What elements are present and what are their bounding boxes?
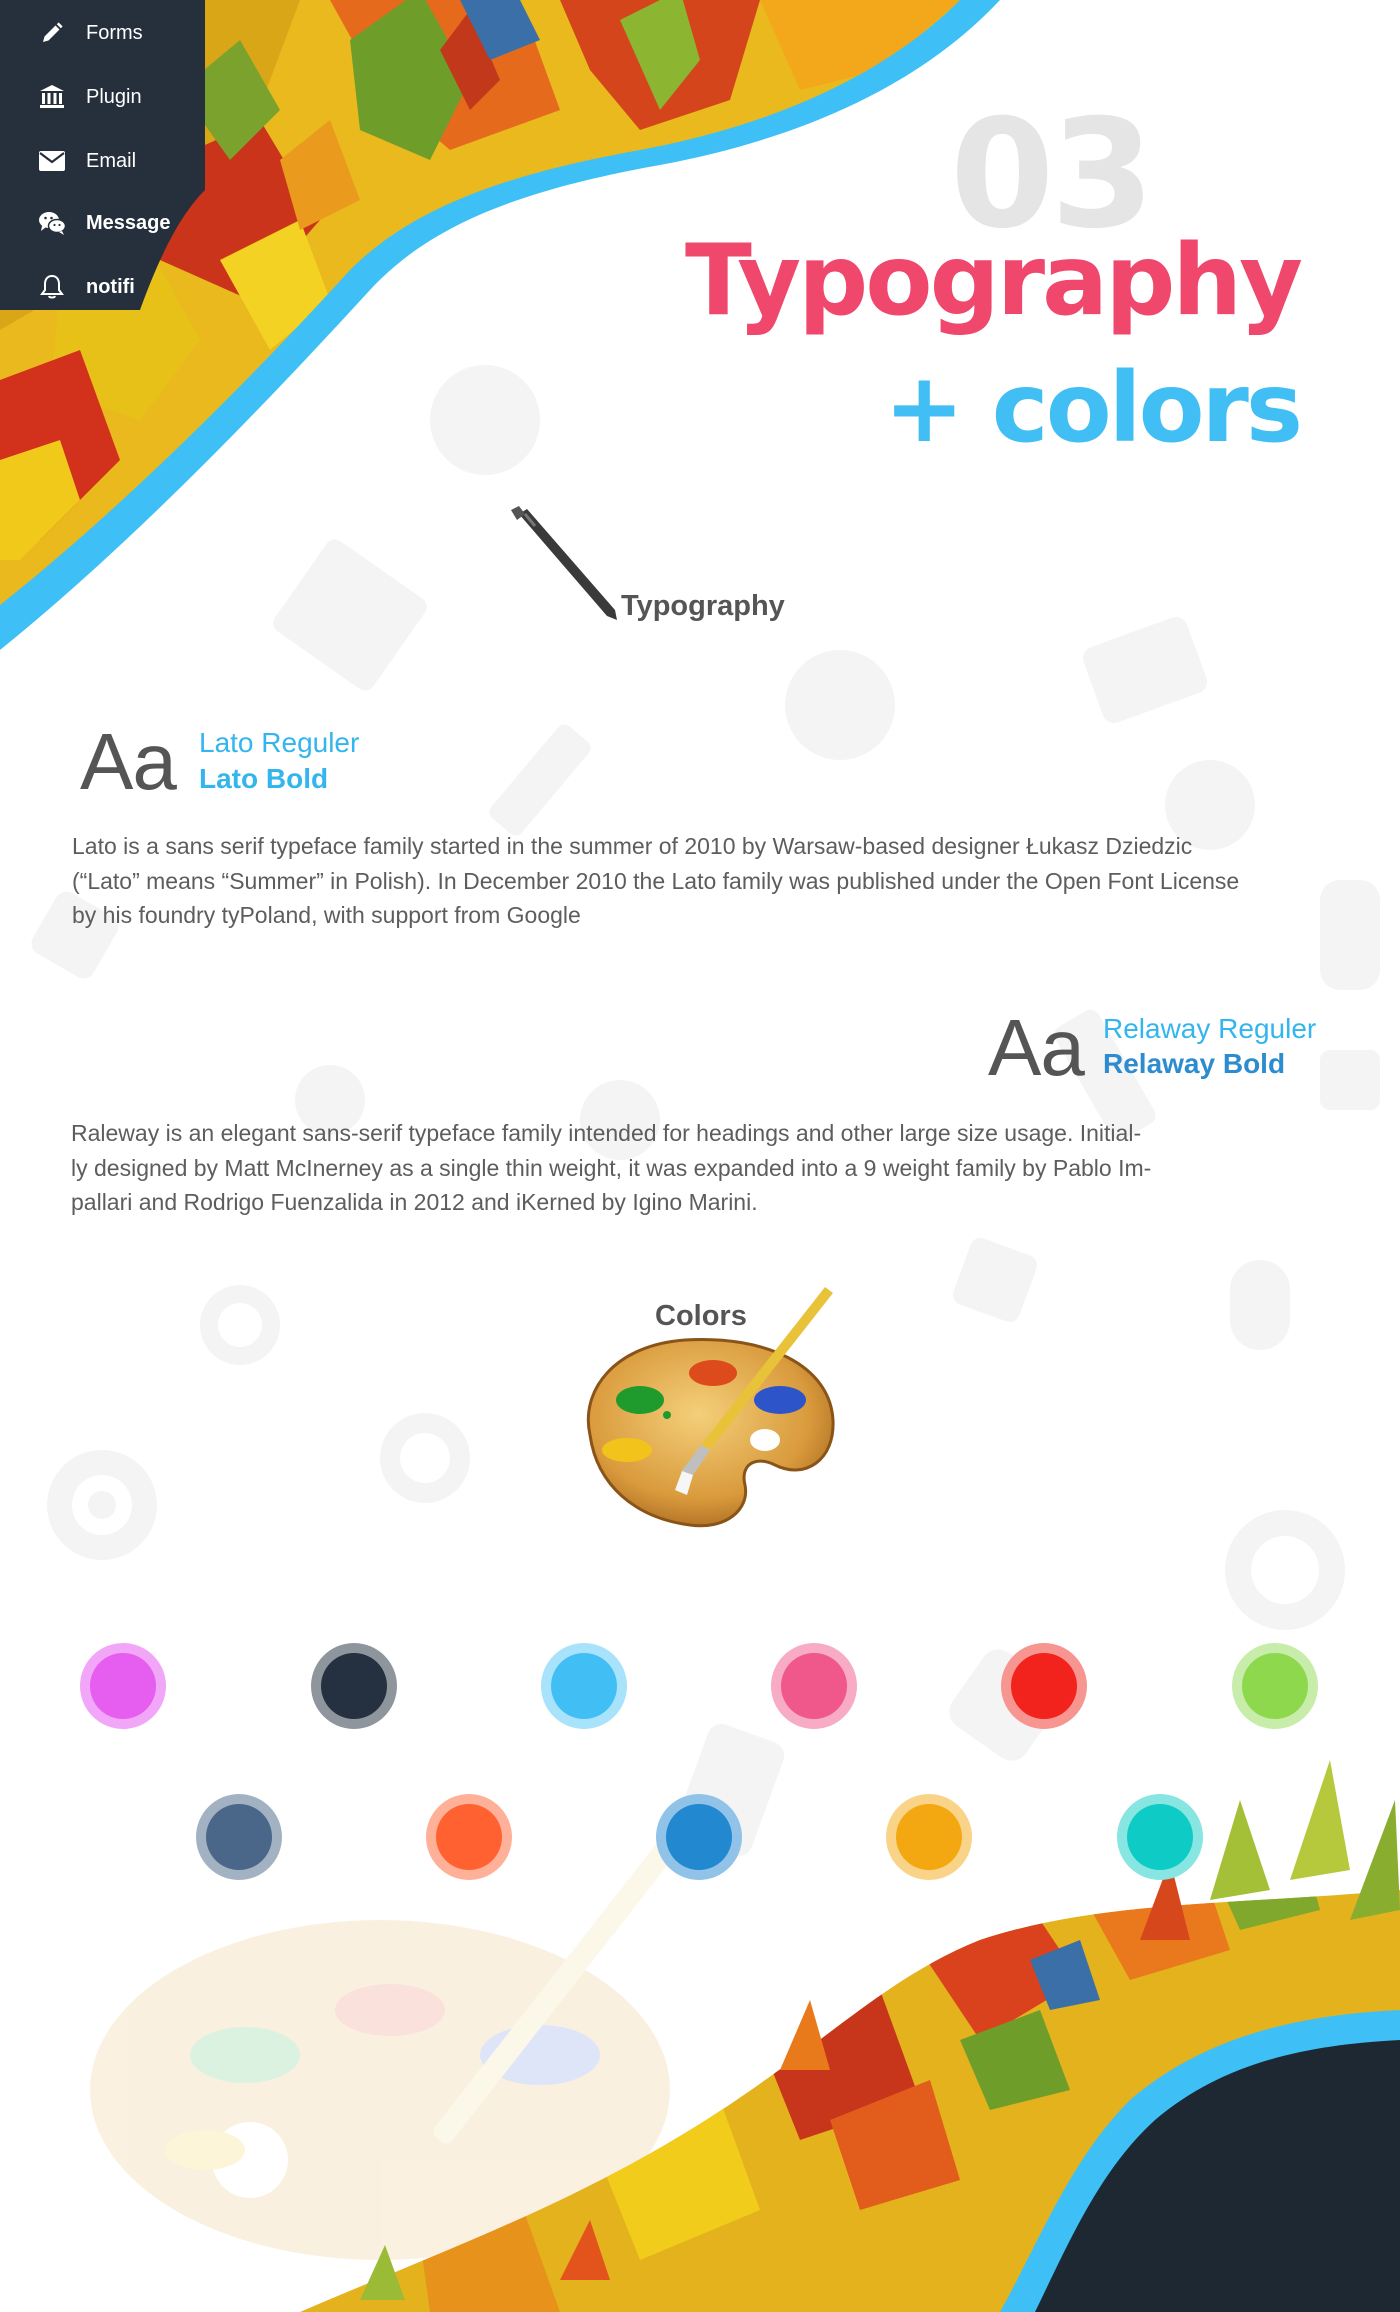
- pencil-icon: [38, 19, 66, 47]
- color-swatch-fill: [896, 1804, 962, 1870]
- lato-description-line: by his foundry tyPoland, with support from Google: [72, 902, 581, 928]
- color-swatch: [771, 1643, 857, 1729]
- lato-description-line: Lato is a sans serif typeface family started in the summer of 2010 by Warsaw-based designer Łukasz Dziedzic: [72, 833, 1193, 859]
- color-swatch-fill: [1242, 1653, 1308, 1719]
- color-swatch-fill: [206, 1804, 272, 1870]
- color-swatch-fill: [321, 1653, 387, 1719]
- sidebar-item-label: notifi: [86, 275, 135, 298]
- color-swatch-fill: [781, 1653, 847, 1719]
- color-swatch-fill: [90, 1653, 156, 1719]
- raleway-bold-label: Relaway Bold: [1103, 1048, 1286, 1079]
- raleway-description: [71, 1116, 1321, 1220]
- raleway-description-line: ly designed by Matt McInerney as a single thin weight, it was expanded into a 9 weight family by Pablo Im-: [71, 1154, 1152, 1181]
- color-swatch: [886, 1794, 972, 1880]
- color-swatch: [196, 1794, 282, 1880]
- bell-icon: [38, 273, 66, 301]
- sidebar-item-label: Email: [86, 149, 137, 172]
- color-swatch: [80, 1643, 166, 1729]
- typography-heading: Typography: [621, 590, 785, 622]
- raleway-description-line: Raleway is an elegant sans-serif typeface family intended for headings and other large size usage. Initial-: [71, 1120, 1142, 1146]
- lato-bold-label: Lato Bold: [199, 763, 329, 794]
- color-swatch-fill: [1127, 1804, 1193, 1870]
- page-title: Typography: [685, 224, 1300, 338]
- raleway-description-line: pallari and Rodrigo Fuenzalida in 2012 and iKerned by Igino Marini.: [71, 1189, 758, 1215]
- sidebar-item-plugin[interactable]: [38, 82, 142, 112]
- sidebar-item-label: Message: [86, 211, 171, 234]
- color-swatch-fill: [1011, 1653, 1077, 1719]
- sidebar-item-label: Plugin: [86, 85, 142, 108]
- raleway-sample-glyph: Aa: [988, 1003, 1084, 1092]
- pen-icon: [505, 506, 621, 622]
- color-swatch: [1117, 1794, 1203, 1880]
- color-swatch: [1001, 1643, 1087, 1729]
- paint-palette-icon: [575, 1285, 840, 1535]
- color-swatch: [311, 1643, 397, 1729]
- sidebar-item-forms[interactable]: [38, 18, 143, 48]
- colors-heading: Colors: [655, 1300, 747, 1332]
- sidebar-item-notifications[interactable]: [38, 272, 135, 302]
- lato-description: [72, 829, 1322, 933]
- color-swatch: [541, 1643, 627, 1729]
- color-swatch: [1232, 1643, 1318, 1729]
- sidebar-item-message[interactable]: [38, 208, 171, 238]
- envelope-icon: [38, 147, 66, 175]
- bank-icon: [38, 83, 66, 111]
- section-number: 03: [950, 88, 1151, 262]
- sidebar-item-label: Forms: [86, 21, 143, 44]
- lato-sample-glyph: Aa: [80, 717, 176, 806]
- color-swatch-fill: [436, 1804, 502, 1870]
- raleway-regular-label: Relaway Reguler: [1103, 1013, 1317, 1044]
- lato-regular-label: Lato Reguler: [199, 727, 360, 758]
- sidebar-menu: [0, 0, 205, 310]
- color-swatch-fill: [666, 1804, 732, 1870]
- page-subtitle: + colors: [883, 352, 1300, 464]
- color-swatch: [656, 1794, 742, 1880]
- sidebar-item-email[interactable]: [38, 146, 136, 176]
- color-swatch: [426, 1794, 512, 1880]
- lato-description-line: (“Lato” means “Summer” in Polish). In December 2010 the Lato family was published under the Open Font License: [72, 867, 1240, 894]
- color-swatch-fill: [551, 1653, 617, 1719]
- wechat-icon: [38, 209, 66, 237]
